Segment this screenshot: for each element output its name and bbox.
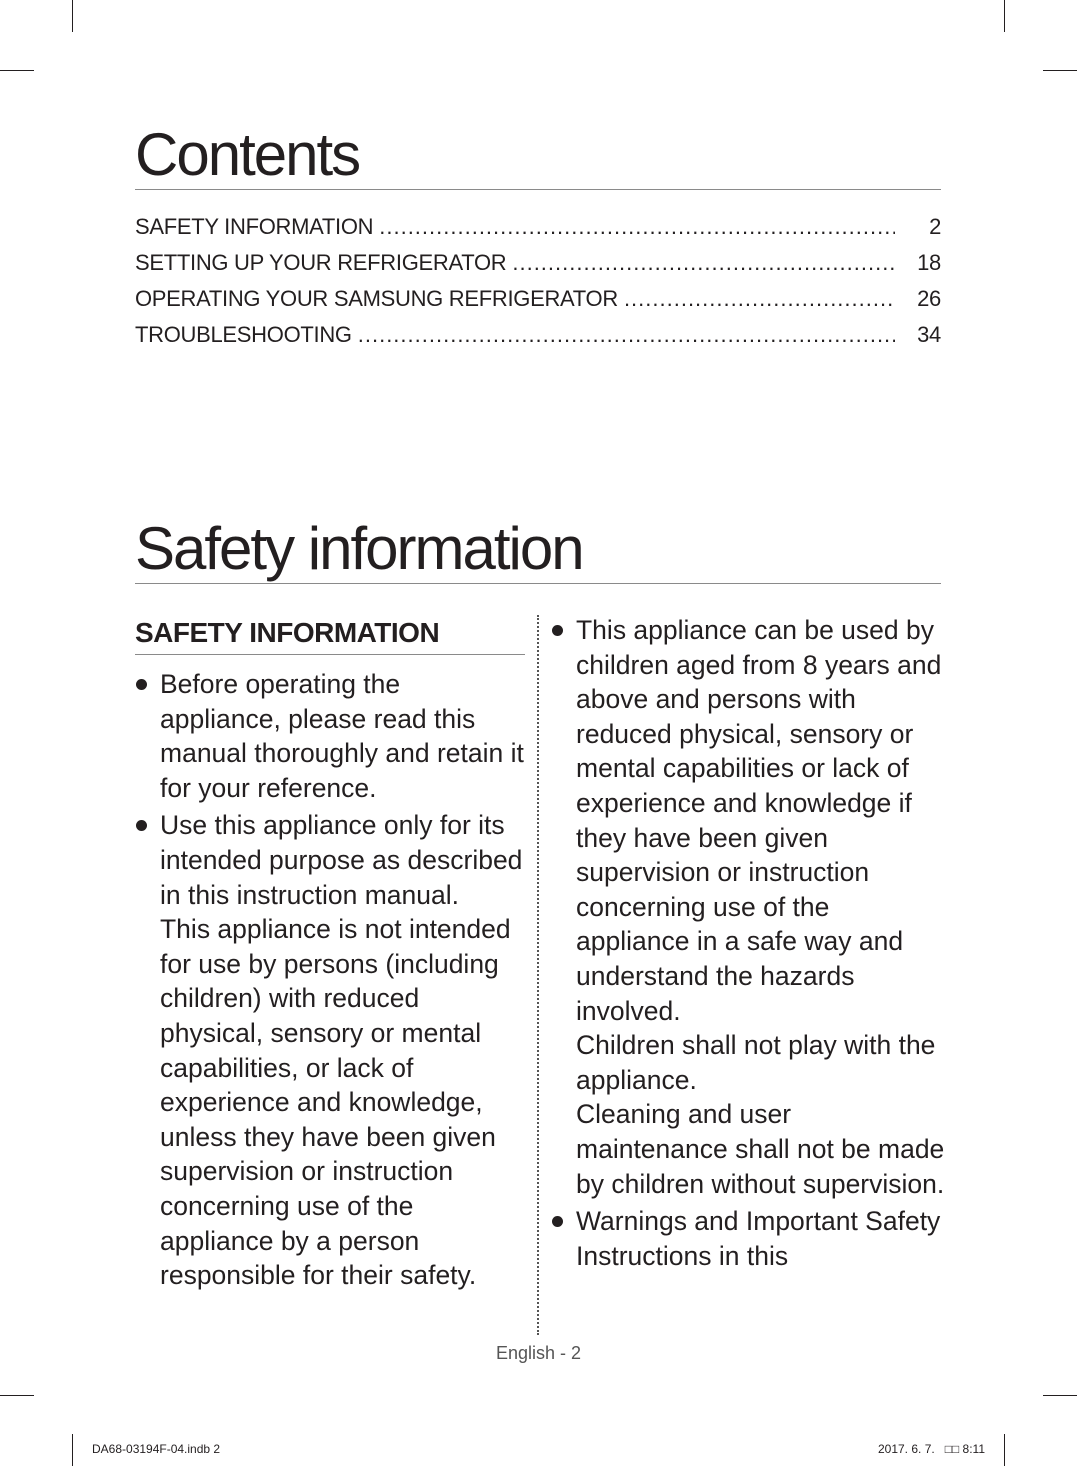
paragraph: This appliance is not intended for use by persons (including children) with reduced physical, sensory or mental capabilities, or lack of experience and knowledge, unless they have been given supervision or instruction concerning use of the appliance by a person responsible for their safety. bbox=[160, 914, 511, 1291]
contents-title: Contents bbox=[135, 125, 941, 190]
list-item bbox=[551, 1204, 946, 1273]
toc-entry-page: 2 bbox=[929, 214, 941, 239]
paragraph: Children shall not play with the appliance. bbox=[576, 1030, 936, 1095]
toc-entry-label: SAFETY INFORMATION bbox=[135, 214, 374, 239]
bullet-icon bbox=[136, 679, 147, 690]
toc-entry-page: 26 bbox=[917, 286, 941, 311]
bullet-icon bbox=[136, 820, 147, 831]
toc-entry-label: TROUBLESHOOTING bbox=[135, 322, 352, 347]
left-column bbox=[135, 612, 525, 1296]
toc-leader-dots bbox=[358, 322, 895, 348]
crop-mark bbox=[1043, 70, 1077, 71]
toc-leader-dots bbox=[379, 214, 895, 240]
toc-entry[interactable] bbox=[135, 214, 941, 250]
paragraph: Before operating the appliance, please read this manual thoroughly and retain it for your reference. bbox=[160, 669, 524, 803]
crop-mark bbox=[72, 0, 73, 32]
toc-entry[interactable] bbox=[135, 322, 941, 358]
safety-list-right bbox=[551, 613, 946, 1273]
toc-entry-label: OPERATING YOUR SAMSUNG REFRIGERATOR bbox=[135, 286, 618, 311]
right-column bbox=[551, 613, 946, 1276]
list-item bbox=[135, 808, 525, 1292]
crop-mark bbox=[72, 1434, 73, 1466]
toc-entry-label: SETTING UP YOUR REFRIGERATOR bbox=[135, 250, 507, 275]
toc-entry-page: 34 bbox=[917, 322, 941, 347]
print-slug-date: 2017. 6. 7. □□ 8:11 bbox=[877, 1442, 985, 1456]
list-item bbox=[551, 613, 946, 1201]
paragraph: This appliance can be used by children aged from 8 years and above and persons with reduced physical, sensory or mental capabilities or lack of experience and knowledge if they have been given supervision or instruction concerning use of the appliance in a safe way and understand the hazards involved. bbox=[576, 615, 942, 1026]
paragraph: Warnings and Important Safety Instructions in this bbox=[576, 1206, 941, 1271]
paragraph: Use this appliance only for its intended purpose as described in this instruction manual. bbox=[160, 810, 523, 910]
crop-mark bbox=[1043, 1395, 1077, 1396]
toc-entry[interactable] bbox=[135, 250, 941, 286]
toc-leader-dots bbox=[512, 250, 895, 276]
toc-leader-dots bbox=[624, 286, 895, 312]
list-item bbox=[135, 667, 525, 805]
crop-mark bbox=[0, 70, 34, 71]
crop-mark bbox=[0, 1395, 34, 1396]
column-divider bbox=[537, 615, 539, 1335]
bullet-icon bbox=[552, 625, 563, 636]
page-number: English - 2 bbox=[495, 1343, 582, 1363]
paragraph: Cleaning and user maintenance shall not be made by children without supervision. bbox=[576, 1099, 945, 1199]
crop-mark bbox=[1004, 0, 1005, 32]
bullet-icon bbox=[552, 1216, 563, 1227]
crop-mark bbox=[1004, 1434, 1005, 1466]
table-of-contents bbox=[135, 214, 941, 358]
toc-entry[interactable] bbox=[135, 286, 941, 322]
safety-title: Safety information bbox=[135, 519, 941, 584]
toc-entry-page: 18 bbox=[917, 250, 941, 275]
safety-list-left bbox=[135, 667, 525, 1293]
print-slug-file: DA68-03194F-04.indb 2 bbox=[92, 1442, 221, 1456]
safety-subtitle: SAFETY INFORMATION bbox=[135, 616, 525, 655]
